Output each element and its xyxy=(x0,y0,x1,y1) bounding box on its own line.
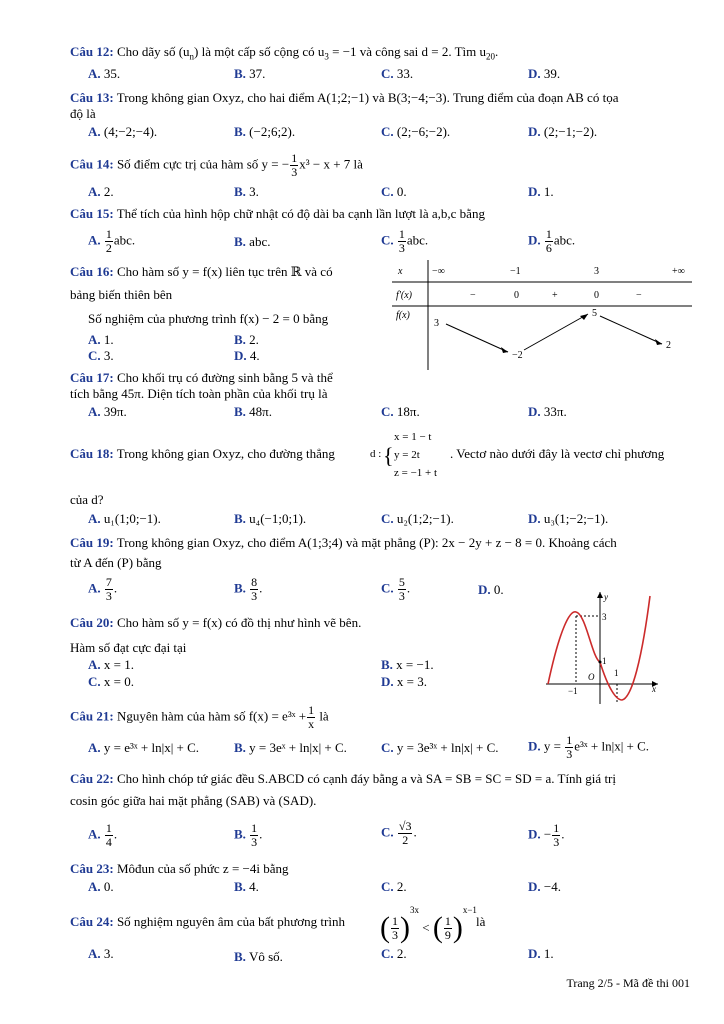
fp-sign: − xyxy=(636,290,642,301)
q20-stem-cont: Hàm số đạt cực đại tại xyxy=(70,640,187,655)
q17-option-c[interactable]: C. 18π. xyxy=(381,404,420,419)
q15-stem: Câu 15: Thể tích của hình hộp chữ nhật có độ dài ba cạnh lần lượt là a,b,c bằng xyxy=(70,206,485,221)
q24-option-b[interactable]: B. Vô số. xyxy=(234,949,283,964)
q18-option-d[interactable]: D. u₃(1;−2;−1). xyxy=(528,511,609,526)
q12-stem: Câu 12: Cho dãy số $(u_n)$ là một cấp số cộng có $u_3 = -1$ và công sai d = 2. Tìm $u_{20}$. xyxy=(70,44,499,62)
q12-label: Câu 12: xyxy=(70,44,114,59)
q16-option-d[interactable]: D. 4. xyxy=(234,348,260,363)
q15-option-a[interactable]: A. $\frac{1}{2}$ abc. xyxy=(88,227,136,255)
q18-option-a[interactable]: A. u₁(1;0;−1). xyxy=(88,511,161,526)
f-val: 3 xyxy=(434,318,439,329)
q21-stem: Câu 21: Nguyên hàm của hàm số f(x) = e³ˣ + $\frac{1}{x}$ là xyxy=(70,703,329,731)
q24-option-c[interactable]: C. 2. xyxy=(381,946,407,961)
variation-table xyxy=(392,260,692,370)
q24-option-d[interactable]: D. 1. xyxy=(528,946,554,961)
q14-option-b[interactable]: B. 3. xyxy=(234,184,259,199)
q17-option-b[interactable]: B. 48π. xyxy=(234,404,272,419)
q16-question: Số nghiệm của phương trình f(x) − 2 = 0 bằng xyxy=(88,311,329,326)
q21-option-d[interactable]: D. y = $\frac{1}{3}$ e³ˣ + ln|x| + C. xyxy=(528,733,650,761)
q12-option-d[interactable]: D. 39. xyxy=(528,66,561,81)
fp-sign: − xyxy=(470,290,476,301)
q22-option-a[interactable]: A. $\frac{1}{4}$ . xyxy=(88,821,118,849)
f-val: 2 xyxy=(666,340,671,351)
q22-stem: Câu 22: Cho hình chóp tứ giác đều S.ABCD có cạnh đáy bằng a và SA = SB = SC = SD = a. Tính giá trị xyxy=(70,771,616,786)
q18-brace: { xyxy=(383,443,394,468)
q19-option-a[interactable]: A. $\frac{7}{3}$ . xyxy=(88,575,118,603)
q18-stem: Câu 18: Trong không gian Oxyz, cho đường thẳng xyxy=(70,446,335,461)
q21-option-c[interactable]: C. y = 3e³ˣ + ln|x| + C. xyxy=(381,740,499,755)
q24-stem-end: là xyxy=(476,914,486,929)
q23-option-c[interactable]: C. 2. xyxy=(381,879,407,894)
q22-option-b[interactable]: B. $\frac{1}{3}$ . xyxy=(234,821,263,849)
q19-option-c[interactable]: C. $\frac{5}{3}$ . xyxy=(381,575,411,603)
q18-stem-cont: . Vectơ nào dưới đây là vectơ chỉ phương xyxy=(450,446,665,461)
q13-option-c[interactable]: C. (2;−6;−2). xyxy=(381,124,451,139)
fp-zero: 0 xyxy=(594,290,599,301)
q23-option-d[interactable]: D. −4. xyxy=(528,879,561,894)
q18-d-label: d : xyxy=(370,448,382,460)
q23-option-a[interactable]: A. 0. xyxy=(88,879,114,894)
q13-option-b[interactable]: B. (−2;6;2). xyxy=(234,124,296,139)
q14-option-c[interactable]: C. 0. xyxy=(381,184,407,199)
svg-text:1: 1 xyxy=(602,656,607,666)
x-val: +∞ xyxy=(672,266,685,277)
arrow-down xyxy=(600,316,662,344)
svg-text:y: y xyxy=(604,592,608,602)
q19-option-d[interactable]: D. 0. xyxy=(478,582,504,597)
q24-inequality: ( $\frac{1}{3}$ )$^{3x}$ < ( $\frac{1}{9}$ )$^{x-1}$ xyxy=(380,905,477,945)
svg-text:O: O xyxy=(588,672,595,682)
q12-option-c[interactable]: C. 33. xyxy=(381,66,414,81)
q16-option-b[interactable]: B. 2. xyxy=(234,332,259,347)
q20-option-d[interactable]: D. x = 3. xyxy=(381,674,427,689)
q20-option-a[interactable]: A. x = 1. xyxy=(88,657,134,672)
fp-zero: 0 xyxy=(514,290,519,301)
q21-option-a[interactable]: A. y = e³ˣ + ln|x| + C. xyxy=(88,740,200,755)
q13-option-d[interactable]: D. (2;−1;−2). xyxy=(528,124,598,139)
q19-option-b[interactable]: B. $\frac{8}{3}$ . xyxy=(234,575,263,603)
table-fp-label: f'(x) xyxy=(396,290,413,301)
q17-stem-cont: tích bằng 45π. Diện tích toàn phần của khối trụ là xyxy=(70,386,328,401)
q22-option-d[interactable]: D. − $\frac{1}{3}$ . xyxy=(528,821,565,849)
q14-option-a[interactable]: A. 2. xyxy=(88,184,114,199)
arrow-down xyxy=(446,324,508,352)
q18-stem-end: của d? xyxy=(70,492,104,507)
q19-stem: Câu 19: Trong không gian Oxyz, cho điểm A(1;3;4) và mặt phẳng (P): 2x − 2y + z − 8 = 0. Khoảng cách xyxy=(70,535,617,550)
q17-option-d[interactable]: D. 33π. xyxy=(528,404,567,419)
q15-option-d[interactable]: D. $\frac{1}{6}$ abc. xyxy=(528,227,576,255)
q14-stem: Câu 14: Số điểm cực trị của hàm số y = − $\frac{1}{3}$ x³ − x + 7 là xyxy=(70,151,363,179)
q24-option-a[interactable]: A. 3. xyxy=(88,946,114,961)
q22-option-c[interactable]: C. $\frac{√3}{2}$ . xyxy=(381,819,417,847)
svg-text:1: 1 xyxy=(614,668,619,678)
q18-option-c[interactable]: C. u₂(1;2;−1). xyxy=(381,511,454,526)
q15-option-c[interactable]: C. $\frac{1}{3}$ abc. xyxy=(381,227,429,255)
q14-option-d[interactable]: D. 1. xyxy=(528,184,554,199)
table-f-label: f(x) xyxy=(396,310,410,321)
function-graph xyxy=(542,588,662,706)
q16-stem: Câu 16: Cho hàm số y = f(x) liên tục trên ℝ và có xyxy=(70,264,333,279)
q22-stem-cont: cosin góc giữa hai mặt phẳng (SAB) và (SAD). xyxy=(70,793,317,808)
q18-system: x = 1 − t y = 2t z = −1 + t xyxy=(394,431,438,479)
q13-stem: Câu 13: Trong không gian Oxyz, cho hai điểm A(1;2;−1) và B(3;−4;−3). Trung điểm của đoạn AB có tọa xyxy=(70,90,619,105)
f-val: −2 xyxy=(512,350,523,361)
x-val: −∞ xyxy=(432,266,445,277)
q18-option-b[interactable]: B. u₄(−1;0;1). xyxy=(234,511,307,526)
q17-option-a[interactable]: A. 39π. xyxy=(88,404,127,419)
fp-sign: + xyxy=(552,290,558,301)
q21-option-b[interactable]: B. y = 3eˣ + ln|x| + C. xyxy=(234,740,347,755)
x-val: 3 xyxy=(594,266,599,277)
q16-option-c[interactable]: C. 3. xyxy=(88,348,114,363)
q19-stem-cont: từ A đến (P) bằng xyxy=(70,555,162,570)
q16-stem-cont: bảng biến thiên bên xyxy=(70,287,173,302)
q17-stem: Câu 17: Cho khối trụ có đường sinh bằng 5 và thể xyxy=(70,370,333,385)
q24-stem: Câu 24: Số nghiệm nguyên âm của bất phương trình xyxy=(70,914,345,929)
f-val: 5 xyxy=(592,308,597,319)
q15-option-b[interactable]: B. abc. xyxy=(234,234,271,249)
q20-stem: Câu 20: Cho hàm số y = f(x) có đồ thị như hình vẽ bên. xyxy=(70,615,362,630)
svg-text:−1: −1 xyxy=(568,686,578,696)
q12-option-a[interactable]: A. 35. xyxy=(88,66,121,81)
svg-text:x: x xyxy=(652,684,656,694)
svg-text:3: 3 xyxy=(602,612,607,622)
q20-option-b[interactable]: B. x = −1. xyxy=(381,657,434,672)
q12-option-b[interactable]: B. 37. xyxy=(234,66,266,81)
page-footer: Trang 2/5 - Mã đề thi 001 xyxy=(566,976,690,990)
q13-stem-cont: độ là xyxy=(70,106,96,121)
q23-stem: Câu 23: Môđun của số phức z = −4i bằng xyxy=(70,861,289,876)
table-x-label: x xyxy=(398,266,403,277)
arrow-up xyxy=(524,314,588,350)
q16-option-a[interactable]: A. 1. xyxy=(88,332,114,347)
x-val: −1 xyxy=(510,266,521,277)
q20-option-c[interactable]: C. x = 0. xyxy=(88,674,134,689)
q13-option-a[interactable]: A. (4;−2;−4). xyxy=(88,124,158,139)
q23-option-b[interactable]: B. 4. xyxy=(234,879,259,894)
